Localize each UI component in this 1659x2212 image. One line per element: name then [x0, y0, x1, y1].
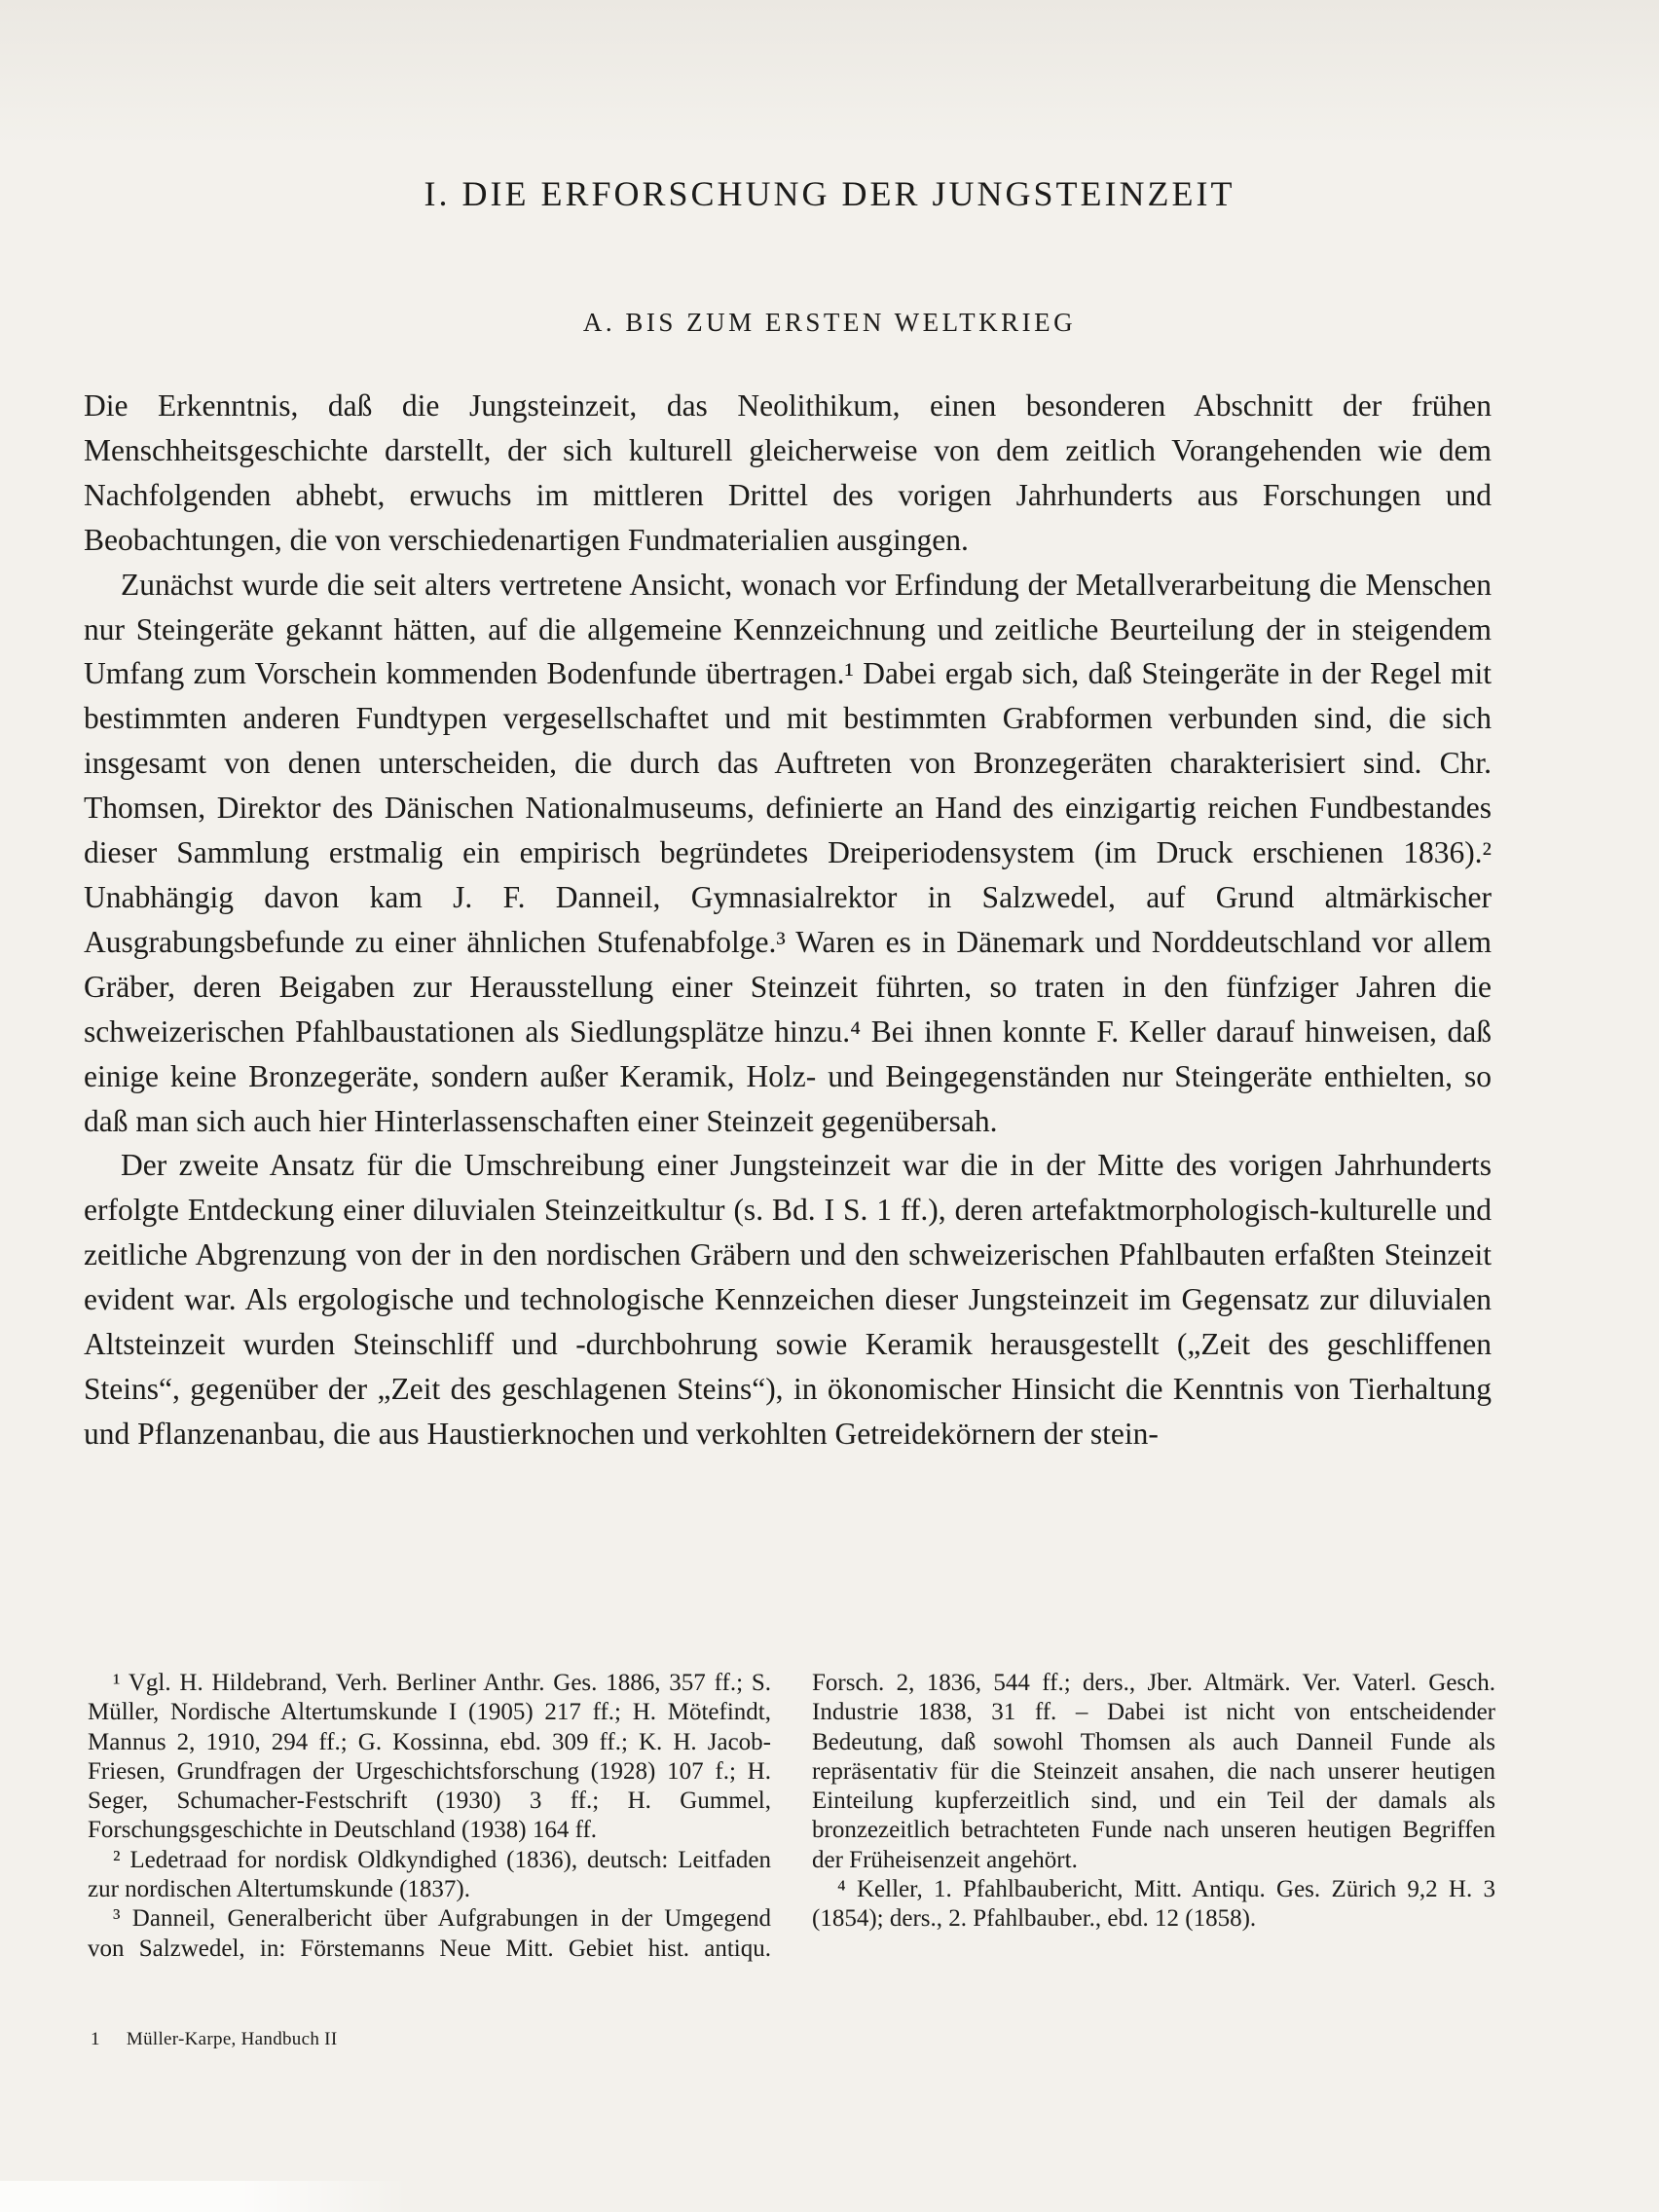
- footnote-2: ² Ledetraad for nordisk Oldkyndighed (1836), deutsch: Leitfaden zur nordischen Altertumskunde (1837).: [88, 1846, 771, 1903]
- footnote-4: ⁴ Keller, 1. Pfahlbaubericht, Mitt. Antiqu. Ges. Zürich 9,2 H. 3 (1854); ders., 2. Pfahlbauber., ebd. 12 (1858).: [812, 1876, 1495, 1933]
- show-through-previous-page: [0, 0, 1659, 146]
- paragraph-1: Die Erkenntnis, daß die Jungsteinzeit, das Neolithikum, einen besonderen Abschnitt der frühen Menschheitsgeschichte darstellt, der sich kulturell gleicherweise von dem zeitlich Vorangehenden wie dem Nachfolgenden abhebt, erwuchs im mittleren Drittel des vorigen Jahrhunderts aus Forschungen und Beobachtungen, die von verschiedenartigen Fundmaterialien ausgingen.: [84, 388, 1492, 557]
- watermark-overlay: [0, 2181, 409, 2212]
- footnote-3: ³ Danneil, Generalbericht über Aufgrabungen in der Umgegend von Salzwedel, in: Förstemanns Neue Mitt. Gebiet hist. antiqu. Forsch. 2, 1836, 544 ff.; ders., Jber. Altmärk. Ver. Vaterl. Gesch. Industrie 1838, 31 ff. – Dabei ist nicht von entscheidender Bedeutung, daß sowohl Thomsen als auch Danneil Funde als repräsentativ für die Steinzeit ansahen, die nach unserer heutigen Einteilung kupferzeitlich sind, und ein Teil der damals als bronzezeitlich betrachteten Funde nach unseren heutigen Begriffen der Früheisenzeit angehört.: [88, 1670, 1495, 1962]
- body-text: [84, 384, 1492, 1456]
- section-title: A. BIS ZUM ERSTEN WELTKRIEG: [582, 308, 1077, 337]
- signature-mark: 1: [91, 2029, 100, 2049]
- running-foot-text: Müller-Karpe, Handbuch II: [126, 2029, 338, 2049]
- paragraph-2: Zunächst wurde die seit alters vertretene Ansicht, wonach vor Erfindung der Metallverarbeitung die Menschen nur Steingeräte gekannt hätten, auf die allgemeine Kennzeichnung und zeitliche Beurteilung der in steigendem Umfang zum Vorschein kommenden Bodenfunde übertragen.¹ Dabei ergab sich, daß Steingeräte in der Regel mit bestimmten anderen Fundtypen vergesellschaftet und mit bestimmten Grabformen verbunden sind, die sich insgesamt von denen unterscheiden, die durch das Auftreten von Bronzegeräten charakterisiert sind. Chr. Thomsen, Direktor des Dänischen Nationalmuseums, definierte an Hand des einzigartig reichen Fundbestandes dieser Sammlung erstmalig ein empirisch begründetes Dreiperiodensystem (im Druck erschienen 1836).² Unabhängig davon kam J. F. Danneil, Gymnasialrektor in Salzwedel, auf Grund altmärkischer Ausgrabungsbefunde zu einer ähnlichen Stufenabfolge.³ Waren es in Dänemark und Norddeutschland vor allem Gräber, deren Beigaben zur Herausstellung einer Steinzeit führten, so traten in den fünfziger Jahren die schweizerischen Pfahlbaustationen als Siedlungsplätze hinzu.⁴ Bei ihnen konnte F. Keller darauf hinweisen, daß einige keine Bronzegeräte, sondern außer Keramik, Holz- und Beingegenständen nur Steingeräte enthielten, so daß man sich auch hier Hinterlassenschaften einer Steinzeit gegenübersah.: [84, 567, 1492, 1138]
- footnote-1: ¹ Vgl. H. Hildebrand, Verh. Berliner Anthr. Ges. 1886, 357 ff.; S. Müller, Nordische Altertumskunde I (1905) 217 ff.; H. Mötefindt, Mannus 2, 1910, 294 ff.; G. Kossinna, ebd. 309 ff.; K. H. Jacob-Friesen, Grundfragen der Urgeschichtsforschung (1928) 107 f.; H. Seger, Schumacher-Festschrift (1930) 3 ff.; H. Gummel, Forschungsgeschichte in Deutschland (1938) 164 ff.: [88, 1670, 771, 1844]
- running-foot: [91, 2029, 337, 2050]
- paragraph-3: Der zweite Ansatz für die Umschreibung einer Jungsteinzeit war die in der Mitte des vorigen Jahrhunderts erfolgte Entdeckung einer diluvialen Steinzeitkultur (s. Bd. I S. 1 ff.), deren artefaktmorphologisch-kulturelle und zeitliche Abgrenzung von der in den nordischen Gräbern und den schweizerischen Pfahlbauten erfaßten Steinzeit evident war. Als ergologische und technologische Kennzeichen dieser Jungsteinzeit im Gegensatz zur diluvialen Altsteinzeit wurden Steinschliff und -durchbohrung sowie Keramik herausgestellt („Zeit des geschliffenen Steins“, gegenüber der „Zeit des geschlagenen Steins“), in ökonomischer Hinsicht die Kenntnis von Tierhaltung und Pflanzenanbau, die aus Haustierknochen und verkohlten Getreidekörnern der stein-: [84, 1148, 1492, 1451]
- chapter-title: I. DIE ERFORSCHUNG DER JUNGSTEINZEIT: [424, 174, 1235, 213]
- footnotes: [88, 1669, 1495, 1964]
